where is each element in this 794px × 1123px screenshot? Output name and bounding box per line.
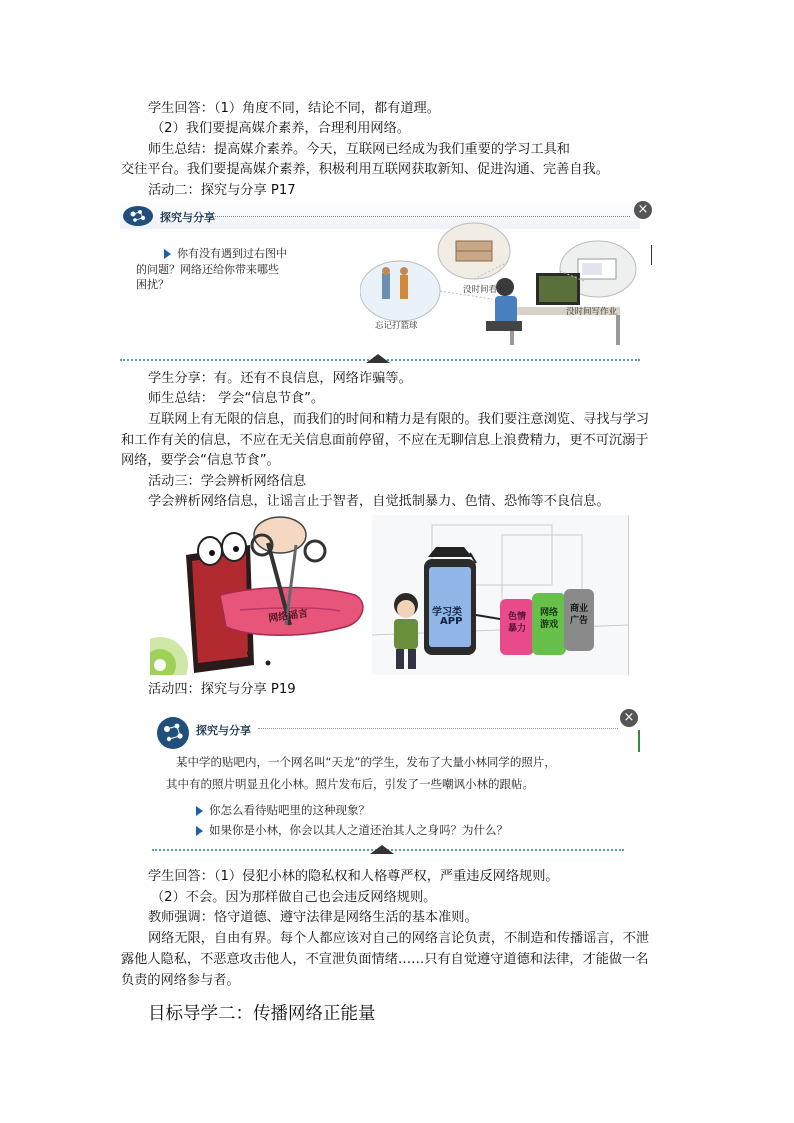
activity-3-title: 活动三：学会辨析网络信息: [148, 474, 307, 489]
question-2: 如果你是小林，你会以其人之道还治其人之身吗？为什么？: [196, 822, 508, 838]
activity-3-text: 学会辨析网络信息，让谣言止于智者，自觉抵制暴力、色情、恐怖等不良信息。: [148, 494, 610, 509]
bad-label-1-line-2: 暴力: [508, 624, 527, 634]
phone-label-line-2: APP: [440, 616, 463, 627]
rumor-illustration: [150, 515, 370, 675]
explore-share-panel-2: [152, 706, 642, 862]
bad-label-3-line-1: 商业: [570, 604, 589, 614]
bad-label-3-line-2: 广告: [570, 616, 589, 626]
panel-scroll-marker: [651, 245, 652, 265]
story-line-2: 其中有的照片明显丑化小林。照片发布后，引发了一些嘲讽小林的跟帖。: [166, 777, 534, 791]
answer-line-2: （2）我们要提高媒介素养，合理利用网络。: [151, 121, 410, 136]
panel-scroll-marker: [638, 730, 640, 752]
activity-4-title: 活动四：探究与分享 P19: [148, 682, 296, 697]
summary-line-1: 师生总结：提高媒介素养。今天，互联网已经成为我们重要的学习工具和: [148, 142, 570, 157]
rumor-image: [150, 515, 370, 675]
learning-app-image: [372, 515, 629, 675]
close-icon[interactable]: ×: [634, 201, 652, 219]
answer-2-line-1: 学生回答：（1）侵犯小林的隐私权和人格尊严权，严重违反网络规则。: [148, 869, 559, 884]
info-diet-para-2: 和工作有关的信息，不应在无关信息面前停留，不应在无聊信息上浪费精力，更不可沉溺于: [121, 433, 649, 448]
question-line-1: 你有没有遇到过右图中: [164, 245, 287, 261]
distraction-illustration: [360, 221, 652, 351]
title-divider: [258, 728, 618, 729]
question-line-2: 的问题？网络还给你带来哪些: [136, 263, 279, 276]
explore-share-panel-1: [120, 201, 654, 367]
answer-2-line-2: （2）不会。因为那样做自己也会违反网络规则。: [151, 890, 437, 905]
collapse-arrow-icon[interactable]: [366, 354, 390, 363]
closing-para-2: 露他人隐私，不恶意攻击他人，不宣泄负面情绪……只有自觉遵守道德和法律，才能做一名: [121, 952, 649, 967]
question-1: 你怎么看待贴吧里的这种现象？: [196, 802, 370, 818]
caption-forgot-basketball: 忘记打篮球: [375, 321, 418, 331]
question-line-3: 困扰？: [136, 278, 169, 291]
panel-title: 探究与分享: [160, 211, 215, 224]
bad-label-2-line-2: 游戏: [540, 620, 559, 630]
closing-para-1: 网络无限，自由有界。每个人都应该对自己的网络言论负责，不制造和传播谣言，不泄: [148, 931, 650, 946]
share-line: 学生分享：有。还有不良信息，网络诈骗等。: [148, 371, 412, 386]
bullet-icon: [196, 826, 203, 836]
phone-label-line-1: 学习类: [432, 607, 462, 618]
bullet-icon: [164, 249, 171, 259]
app-illustration: [372, 515, 628, 675]
story-line-1: 某中学的贴吧内，一个网名叫“天龙”的学生，发布了大量小林同学的照片，: [176, 755, 556, 769]
activity-2-title: 活动二：探究与分享 P17: [148, 183, 296, 198]
bullet-icon: [196, 806, 203, 816]
section-heading: 目标导学二：传播网络正能量: [148, 1004, 376, 1024]
explore-icon: [122, 205, 154, 227]
info-diet-para-1: 互联网上有无限的信息，而我们的时间和精力是有限的。我们要注意浏览、寻找与学习: [148, 412, 650, 427]
info-diet-para-3: 网络，要学会“信息节食”。: [121, 453, 280, 468]
closing-para-3: 负责的网络参与者。: [121, 973, 240, 988]
title-divider: [210, 216, 630, 217]
close-icon[interactable]: ×: [620, 709, 638, 727]
rumor-label: 网络谣言: [267, 608, 309, 625]
bad-label-2-line-1: 网络: [540, 608, 559, 618]
answer-line-1: 学生回答：（1）角度不同，结论不同，都有道理。: [148, 101, 440, 116]
teacher-emphasis: 教师强调：恪守道德、遵守法律是网络生活的基本准则。: [148, 910, 478, 925]
info-diet-summary: 师生总结： 学会“信息节食”。: [148, 391, 325, 406]
collapse-arrow-icon[interactable]: [370, 845, 394, 854]
explore-icon: [156, 716, 190, 750]
summary-line-2: 交往平台。我们要提高媒介素养，积极利用互联网获取新知、促进沟通、完善自我。: [121, 162, 609, 177]
caption-no-time-homework: 没时间写作业: [566, 307, 618, 317]
bad-label-1-line-1: 色情: [508, 612, 527, 622]
caption-no-time-reading: 没时间看书: [463, 285, 506, 295]
panel-title: 探究与分享: [196, 724, 251, 737]
